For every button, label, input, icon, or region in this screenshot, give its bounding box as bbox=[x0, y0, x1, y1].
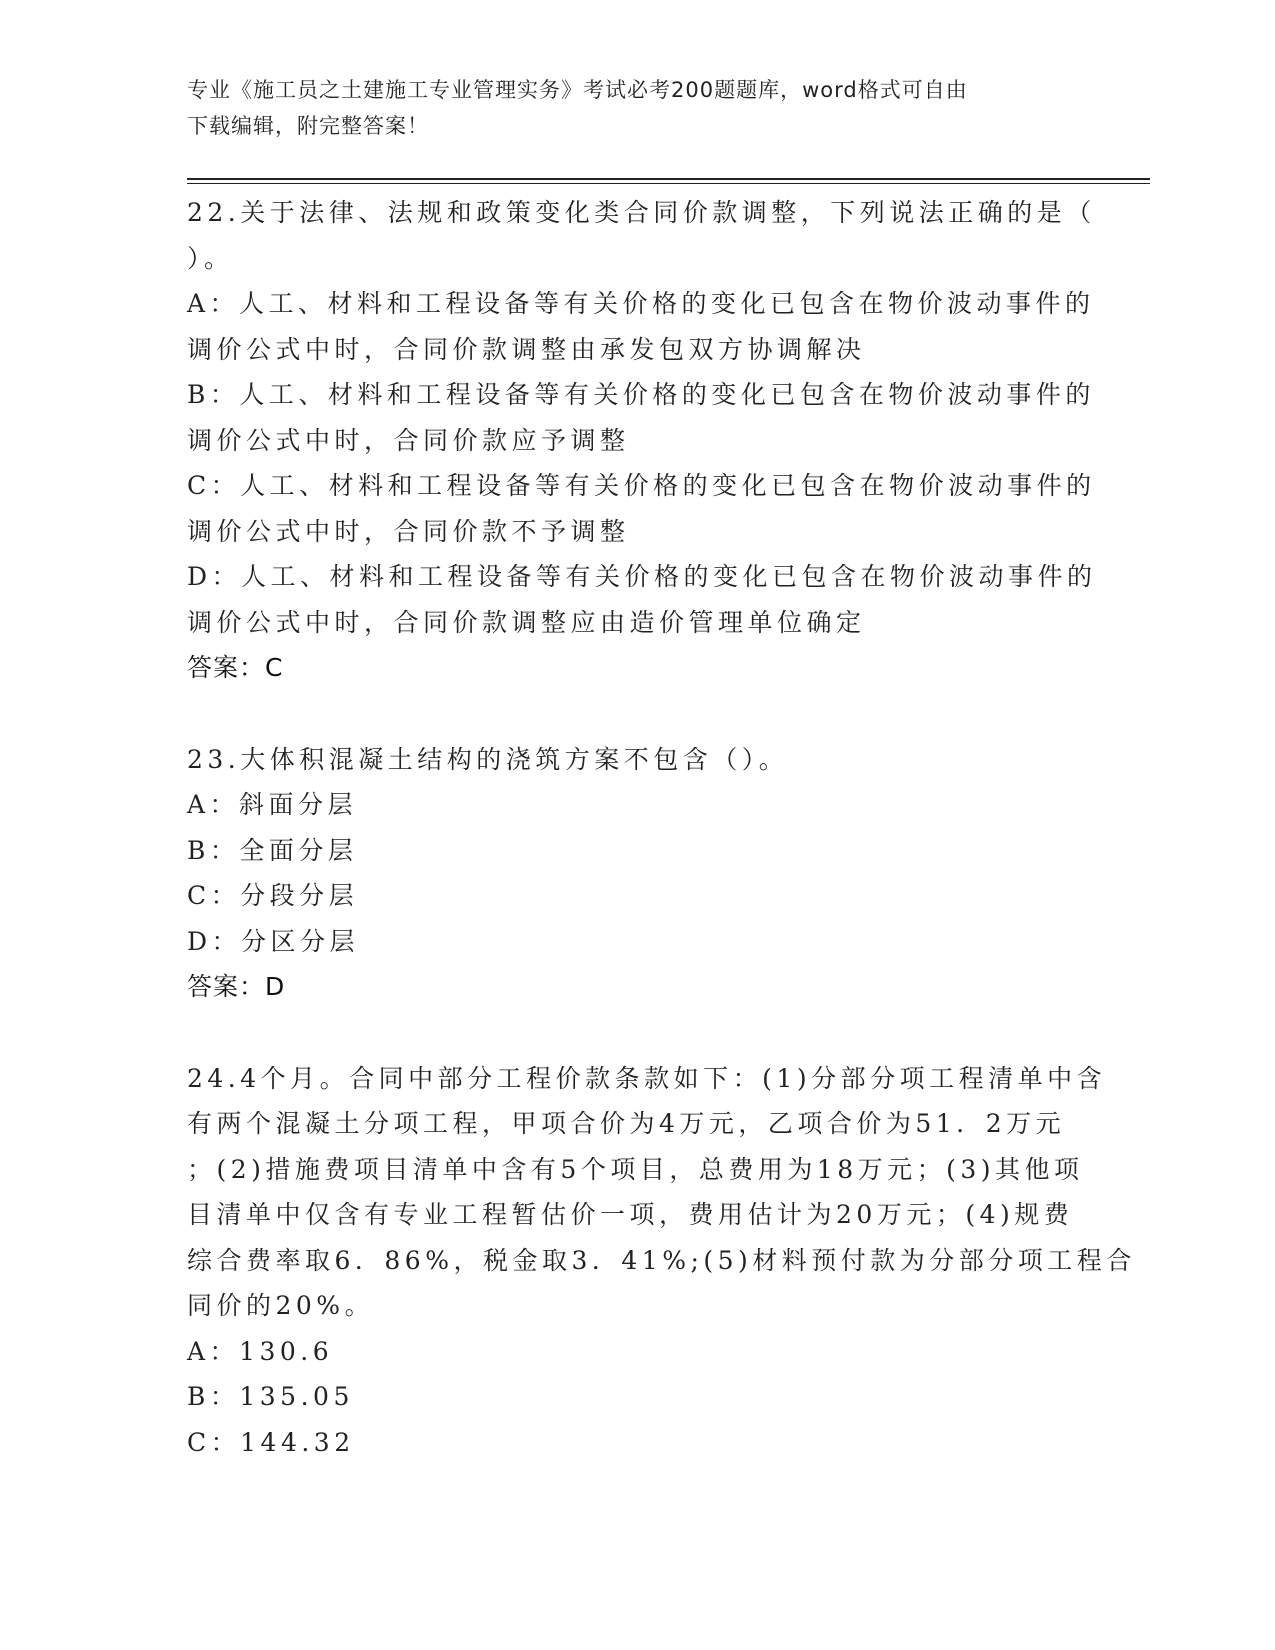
question-stem-line: 同价的20%。 bbox=[187, 1291, 375, 1320]
question-list bbox=[187, 190, 1136, 1465]
spacer bbox=[187, 691, 1077, 737]
option-a-line: A：130.6 bbox=[187, 1336, 334, 1366]
question-block bbox=[187, 1056, 1136, 1466]
option-c-line: C：人工、材料和工程设备等有关价格的变化已包含在物价波动事件的 bbox=[187, 471, 1096, 500]
option-d-line: 调价公式中时，合同价款调整应由造价管理单位确定 bbox=[187, 607, 866, 637]
option-d-line: D：分区分层 bbox=[187, 926, 360, 956]
header-rule-thick bbox=[187, 178, 1150, 180]
header-line-2: 下载编辑，附完整答案！ bbox=[187, 114, 429, 138]
question-stem-line: ）。 bbox=[187, 243, 234, 273]
question-stem-line: 24.4个月。合同中部分工程价款条款如下：(1)分部分项工程清单中含 bbox=[187, 1063, 1107, 1093]
document-header bbox=[187, 72, 1067, 144]
question-stem-line: 目清单中仅含有专业工程暂估价一项，费用估计为20万元；(4)规费 bbox=[187, 1200, 1074, 1229]
option-a-line: A：斜面分层 bbox=[187, 790, 358, 819]
answer-line: 答案：C bbox=[187, 653, 284, 682]
question-stem-line: 22.关于法律、法规和政策变化类合同价款调整，下列说法正确的是（ bbox=[187, 198, 1096, 227]
option-a-line: A：人工、材料和工程设备等有关价格的变化已包含在物价波动事件的 bbox=[187, 289, 1095, 318]
option-b-line: B：135.05 bbox=[187, 1382, 354, 1411]
option-b-line: 调价公式中时，合同价款应予调整 bbox=[187, 425, 630, 455]
header-line-1: 专业《施工员之土建施工专业管理实务》考试必考200题题库，word格式可自由 bbox=[187, 78, 968, 102]
option-a-line: 调价公式中时，合同价款调整由承发包双方协调解决 bbox=[187, 334, 866, 364]
question-stem-line: 综合费率取6．86%，税金取3．41%;(5)材料预付款为分部分项工程合 bbox=[187, 1245, 1136, 1275]
option-b-line: B：全面分层 bbox=[187, 835, 358, 865]
option-c-line: C：分段分层 bbox=[187, 881, 359, 910]
option-b-line: B：人工、材料和工程设备等有关价格的变化已包含在物价波动事件的 bbox=[187, 380, 1095, 409]
question-stem-line: ；(2)措施费项目清单中含有5个项目，总费用为18万元；(3)其他项 bbox=[187, 1154, 1084, 1184]
option-c-line: 调价公式中时，合同价款不予调整 bbox=[187, 516, 630, 546]
question-block bbox=[187, 190, 1097, 691]
spacer bbox=[187, 1010, 1077, 1056]
question-stem-line: 有两个混凝土分项工程，甲项合价为4万元，乙项合价为51．2万元 bbox=[187, 1109, 1066, 1138]
option-c-line: C：144.32 bbox=[187, 1427, 355, 1457]
question-stem-line: 23.大体积混凝土结构的浇筑方案不包含（）。 bbox=[187, 744, 789, 774]
question-block bbox=[187, 737, 1077, 1010]
header-rule-thin bbox=[187, 183, 1150, 184]
option-d-line: D：人工、材料和工程设备等有关价格的变化已包含在物价波动事件的 bbox=[187, 562, 1097, 591]
answer-line: 答案：D bbox=[187, 972, 286, 1001]
